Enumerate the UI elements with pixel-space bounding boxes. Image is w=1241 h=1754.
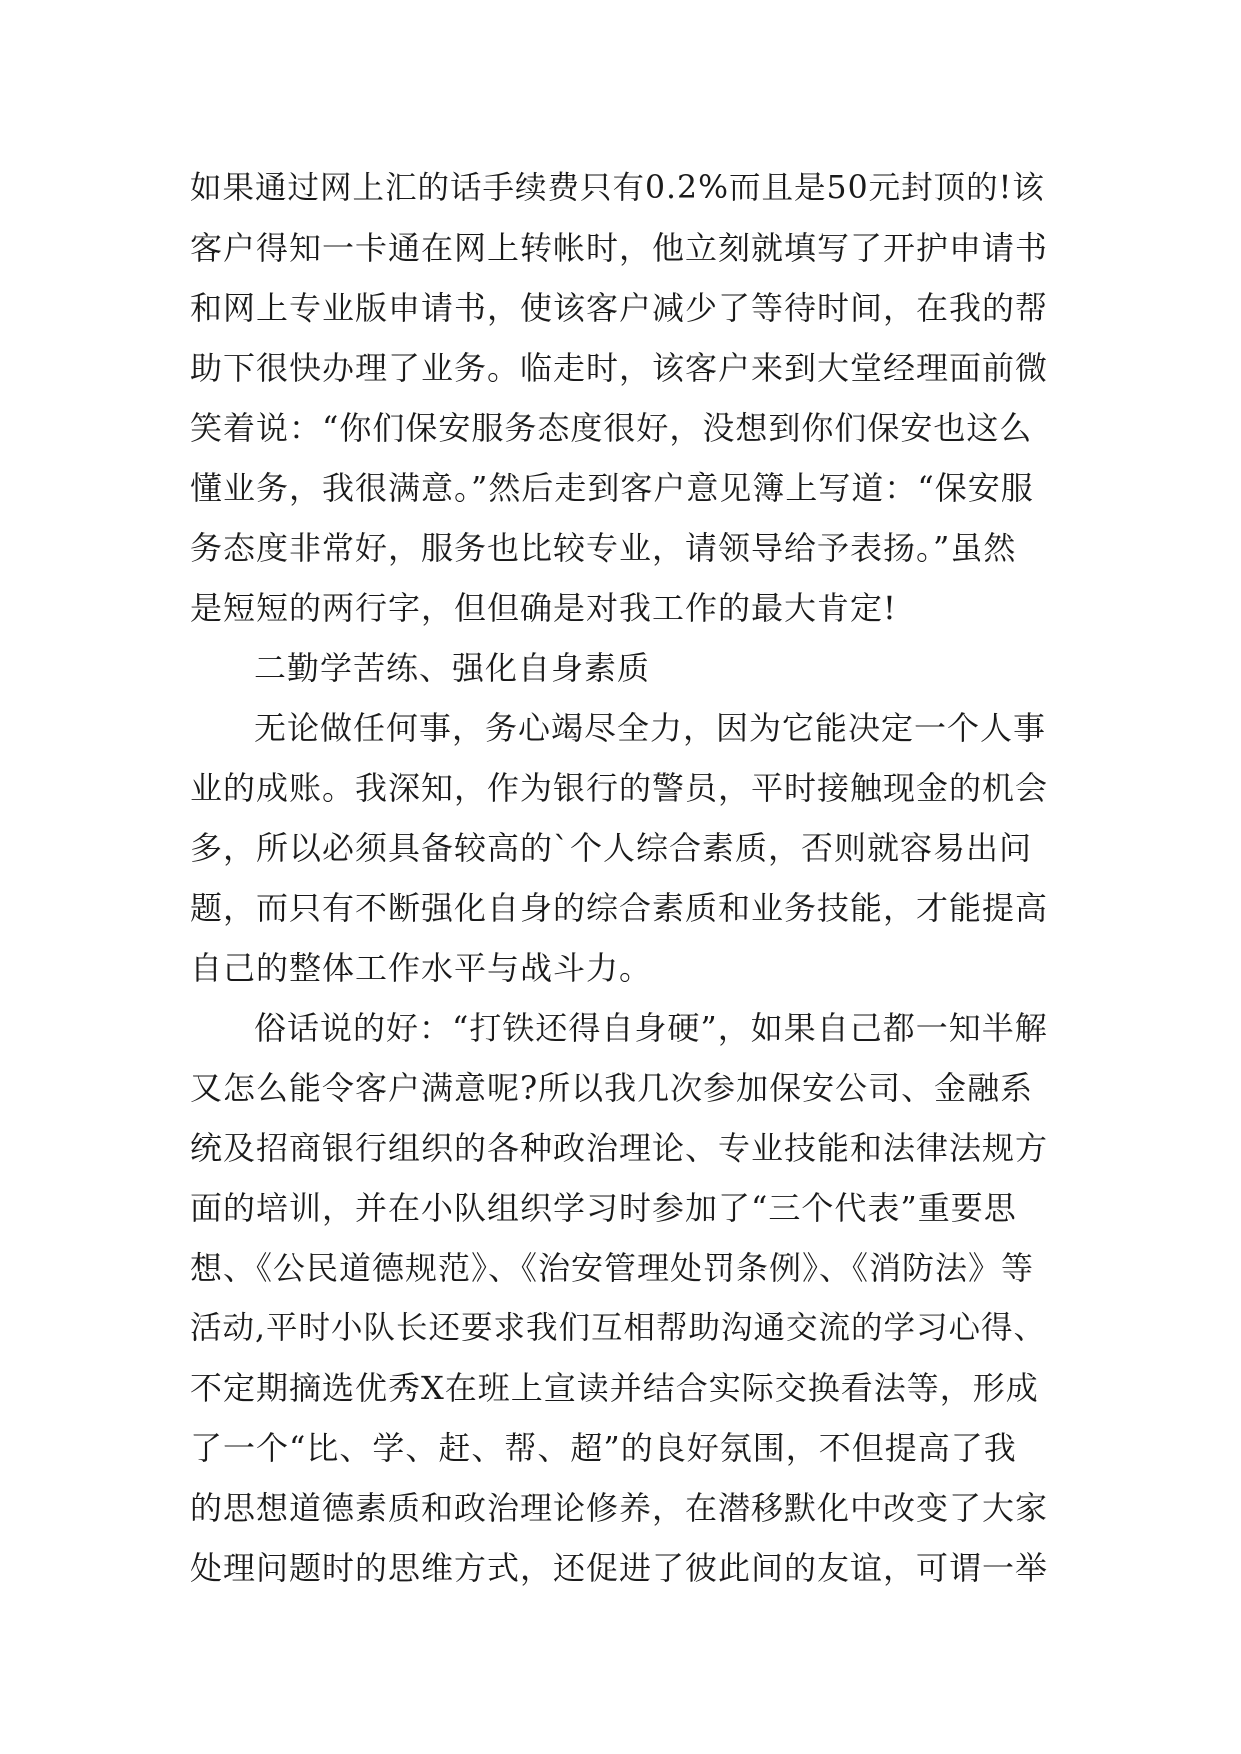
text-line: 多，所以必须具备较高的`个人综合素质，否则就容易出问 (190, 829, 1033, 867)
text-line: 务态度非常好，服务也比较专业，请领导给予表扬。”虽然 (190, 529, 1017, 567)
text-line: 业的成账。我深知，作为银行的警员，平时接触现金的机会 (190, 769, 1049, 807)
text-line: 的思想道德素质和政治理论修养，在潜移默化中改变了大家 (190, 1489, 1049, 1527)
text-line: 客户得知一卡通在网上转帐时，他立刻就填写了开护申请书 (190, 229, 1049, 267)
text-line: 和网上专业版申请书，使该客户减少了等待时间，在我的帮 (190, 289, 1049, 327)
section-heading: 二勤学苦练、强化自身素质 (254, 649, 651, 687)
paragraph-start-line: 俗话说的好：“打铁还得自身硬”，如果自己都一知半解 (254, 1009, 1048, 1047)
text-line: 想、《公民道德规范》、《治安管理处罚条例》、《消防法》等 (190, 1249, 1035, 1287)
text-line: 题，而只有不断强化自身的综合素质和业务技能，才能提高 (190, 889, 1049, 927)
text-line: 不定期摘选优秀X在班上宣读并结合实际交换看法等，形成 (190, 1369, 1039, 1407)
text-line: 如果通过网上汇的话手续费只有0.2%而且是50元封顶的!该 (190, 170, 1045, 206)
text-line: 懂业务，我很满意。”然后走到客户意见簿上写道：“保安服 (190, 469, 1034, 507)
text-line: 活动,平时小队长还要求我们互相帮助沟通交流的学习心得、 (190, 1310, 1047, 1346)
paragraph-start-line: 无论做任何事，务心竭尽全力，因为它能决定一个人事 (254, 709, 1047, 747)
text-line: 处理问题时的思维方式，还促进了彼此间的友谊，可谓一举 (190, 1549, 1049, 1587)
document-body (190, 158, 1055, 1598)
text-line: 是短短的两行字，但但确是对我工作的最大肯定! (190, 589, 897, 627)
text-line: 统及招商银行组织的各种政治理论、专业技能和法律法规方 (190, 1129, 1049, 1167)
text-line: 自己的整体工作水平与战斗力。 (190, 949, 653, 987)
text-line: 面的培训，并在小队组织学习时参加了“三个代表”重要思 (190, 1189, 1017, 1227)
text-line: 笑着说：“你们保安服务态度很好，没想到你们保安也这么 (190, 409, 1033, 447)
text-line: 助下很快办理了业务。临走时，该客户来到大堂经理面前微 (190, 349, 1049, 387)
text-line: 了一个“比、学、赶、帮、超”的良好氛围，不但提高了我 (190, 1429, 1017, 1467)
text-line: 又怎么能令客户满意呢?所以我几次参加保安公司、金融系 (190, 1069, 1034, 1107)
